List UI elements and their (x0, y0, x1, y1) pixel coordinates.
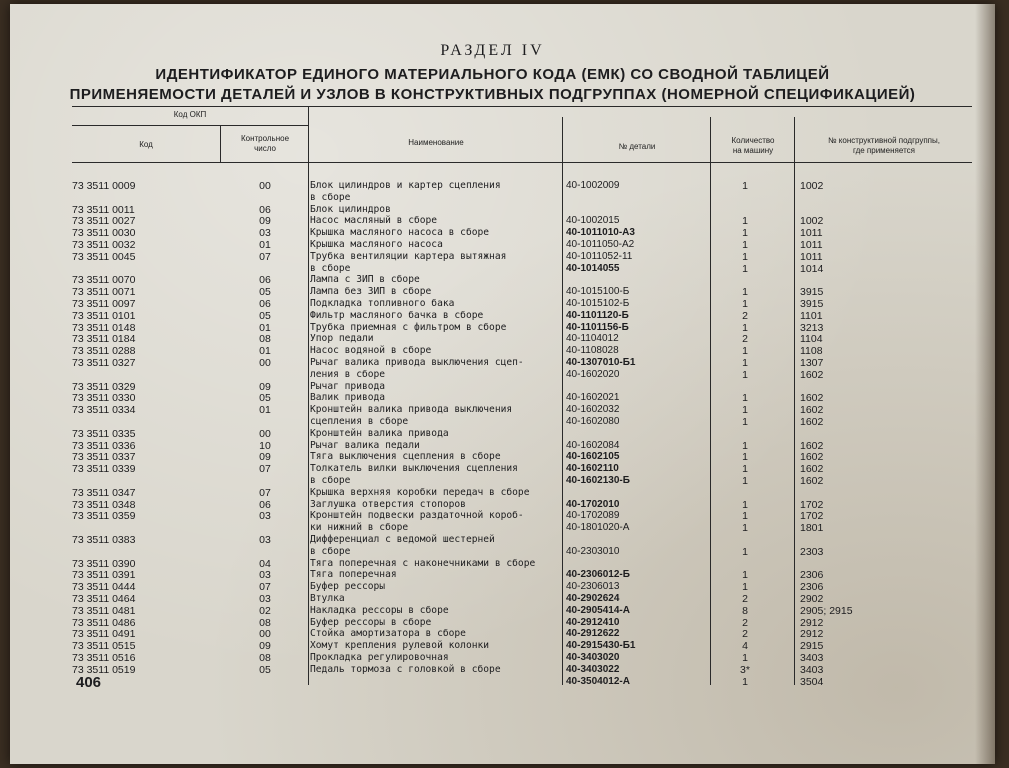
name-cell: Тяга выключения сцепления в сборе (310, 451, 501, 463)
quantity-cell: 1 (742, 475, 748, 487)
code-cell: 73 3511 0148 (72, 321, 136, 334)
quantity-cell: 1 (742, 581, 748, 594)
subgroup-cell: 2912 (800, 616, 824, 629)
quantity-cell: 1 (742, 227, 748, 240)
page-number: 406 (76, 674, 102, 691)
subgroup-cell: 1307 (800, 357, 824, 369)
part-number-cell: 40-1602020 (566, 368, 620, 380)
subgroup-cell: 1602 (800, 463, 824, 476)
quantity-cell: 1 (742, 392, 748, 405)
part-number-cell: 40-1011010-А3 (566, 227, 635, 239)
table-row (10, 274, 995, 286)
control-number-cell: 07 (259, 250, 271, 263)
name-cell: Хомут крепления рулевой колонки (310, 640, 490, 652)
subgroup-cell: 1602 (800, 416, 824, 428)
table-row (10, 546, 995, 558)
quantity-cell: 1 (742, 215, 748, 228)
subgroup-cell: 1602 (800, 475, 824, 487)
table-row (10, 593, 995, 605)
control-number-cell: 01 (259, 321, 271, 334)
subgroup-cell: 1011 (800, 250, 823, 263)
name-cell: Подкладка топливного бака (310, 298, 455, 309)
name-cell: Буфер рессоры (310, 581, 386, 593)
part-number-cell: 40-1602130-Б (566, 475, 630, 486)
table-row (10, 581, 995, 593)
part-number-cell: 40-1602110 (566, 463, 619, 475)
quantity-cell: 1 (742, 321, 748, 334)
part-number-cell: 40-3403022 (566, 663, 620, 675)
quantity-cell: 1 (742, 357, 748, 369)
name-cell: Втулка (310, 593, 345, 604)
subgroup-cell: 1108 (800, 345, 823, 358)
name-cell: Трубка приемная с фильтром в сборе (310, 321, 507, 333)
name-cell: Педаль тормоза с головкой в сборе (310, 663, 501, 675)
part-number-cell: 40-1602084 (566, 439, 620, 451)
control-number-cell: 09 (259, 640, 271, 653)
table-row (10, 451, 995, 463)
control-number-cell: 03 (259, 510, 271, 523)
subgroup-cell: 2306 (800, 581, 824, 594)
part-number-cell: 40-1002009 (566, 180, 620, 191)
table-row (10, 416, 995, 428)
name-cell: ления в сборе (310, 368, 386, 380)
table-row (10, 215, 995, 227)
control-number-cell: 05 (259, 392, 271, 405)
table-row (10, 357, 995, 369)
header-control-number: Контрольное число (240, 134, 290, 153)
quantity-cell: 8 (742, 604, 748, 617)
name-cell: Рычаг валика педали (310, 439, 420, 451)
table-title-line2: ПРИМЕНЯЕМОСТИ ДЕТАЛЕЙ И УЗЛОВ В КОНСТРУКТИВНЫХ ПОДГРУППАХ (НОМЕРНОЙ СПЕЦИФИКАЦИЕЙ) (69, 86, 916, 103)
subgroup-cell: 3504 (800, 675, 824, 688)
header-code: Код (139, 140, 153, 149)
table-row (10, 204, 995, 216)
code-cell: 73 3511 0444 (72, 581, 136, 594)
table-row (10, 322, 995, 334)
subgroup-cell: 1002 (800, 180, 824, 192)
quantity-cell: 1 (742, 545, 748, 558)
name-cell: Валик привода (310, 392, 386, 404)
part-number-cell: 40-1015102-Б (566, 298, 630, 309)
name-cell: Рычаг валика привода выключения сцеп- (310, 357, 524, 368)
subgroup-cell: 1101 (800, 309, 823, 322)
part-number-cell: 40-1101156-Б (566, 321, 629, 333)
table-row (10, 617, 995, 629)
part-number-cell: 40-1104012 (566, 333, 619, 345)
part-number-cell: 40-1801020-А (566, 522, 630, 534)
control-number-cell: 00 (259, 628, 271, 641)
part-number-cell: 40-3504012-А (566, 675, 630, 687)
quantity-cell: 1 (742, 180, 748, 192)
quantity-cell: 2 (742, 309, 748, 322)
quantity-cell: 1 (742, 675, 748, 688)
header-bottom-rule (72, 162, 972, 163)
control-number-cell: 03 (259, 569, 271, 582)
subgroup-cell: 2902 (800, 593, 824, 605)
name-cell: Трубка вентиляции картера вытяжная (310, 250, 507, 262)
subgroup-cell: 2303 (800, 545, 824, 558)
code-cell: 73 3511 0334 (72, 404, 136, 417)
subgroup-cell: 1702 (800, 498, 824, 511)
table-row (10, 628, 995, 640)
quantity-cell: 1 (742, 368, 748, 381)
part-number-cell: 40-1602105 (566, 451, 620, 463)
name-cell: Толкатель вилки выключения сцепления (310, 463, 518, 475)
table-row (10, 298, 995, 310)
control-number-cell: 06 (259, 274, 271, 287)
header-name: Наименование (408, 138, 464, 147)
control-number-cell: 02 (259, 604, 271, 617)
control-number-cell: 09 (259, 451, 271, 464)
subgroup-cell: 2306 (800, 569, 824, 582)
part-number-cell: 40-2912410 (566, 616, 620, 628)
table-row (10, 392, 995, 404)
quantity-cell: 1 (742, 404, 748, 417)
table-row (10, 534, 995, 546)
name-cell: Тяга поперечная с наконечниками в сборе (310, 557, 536, 569)
part-number-cell: 40-3403020 (566, 652, 620, 663)
code-cell: 73 3511 0519 (72, 663, 136, 676)
table-row (10, 192, 995, 204)
control-number-cell: 09 (259, 215, 271, 228)
table-row (10, 440, 995, 452)
code-cell: 73 3511 0486 (72, 616, 136, 629)
subgroup-cell: 2905; 2915 (800, 604, 853, 617)
header-part-number: № детали (618, 142, 656, 151)
code-cell: 73 3511 0071 (72, 286, 136, 299)
subgroup-cell: 1002 (800, 215, 824, 228)
control-number-cell: 01 (259, 404, 271, 417)
code-cell: 73 3511 0184 (72, 333, 136, 346)
part-number-cell: 40-1702010 (566, 498, 620, 510)
table-row (10, 605, 995, 617)
control-number-cell: 08 (259, 616, 271, 629)
subgroup-cell: 1011 (800, 227, 823, 240)
table-row (10, 333, 995, 345)
part-number-cell: 40-1602021 (566, 392, 620, 404)
control-number-cell: 07 (259, 463, 271, 476)
control-number-cell: 00 (259, 180, 271, 192)
subgroup-cell: 1702 (800, 510, 824, 523)
part-number-cell: 40-1101120-Б (566, 309, 629, 321)
name-cell: Крышка верхняя коробки передач в сборе (310, 486, 530, 498)
subgroup-cell: 1602 (800, 451, 824, 464)
control-number-cell: 05 (259, 286, 271, 299)
control-number-cell: 06 (259, 203, 271, 216)
code-cell: 73 3511 0337 (72, 451, 136, 464)
control-number-cell: 01 (259, 239, 271, 251)
part-number-cell: 40-1015100-Б (566, 286, 630, 298)
code-cell: 73 3511 0335 (72, 427, 136, 440)
okp-underline (72, 125, 308, 126)
subgroup-cell: 1014 (800, 262, 824, 275)
control-number-cell: 08 (259, 652, 271, 664)
control-number-cell: 07 (259, 486, 271, 499)
code-cell: 73 3511 0383 (72, 534, 136, 546)
part-number-cell: 40-1011052-11 (566, 250, 633, 262)
control-number-cell: 08 (259, 333, 271, 346)
control-number-cell: 00 (259, 427, 271, 440)
part-number-cell: 40-1014055 (566, 262, 620, 274)
subgroup-cell: 3915 (800, 286, 824, 299)
quantity-cell: 2 (742, 593, 748, 605)
name-cell: в сборе (310, 545, 351, 557)
table-row (10, 522, 995, 534)
table-row (10, 640, 995, 652)
name-cell: Прокладка регулировочная (310, 652, 449, 663)
control-number-cell: 06 (259, 498, 271, 511)
code-cell: 73 3511 0391 (72, 569, 136, 582)
subgroup-cell: 1602 (800, 368, 824, 381)
name-cell: Накладка рессоры в сборе (310, 604, 449, 616)
quantity-cell: 1 (742, 439, 748, 452)
subgroup-cell: 3915 (800, 298, 824, 310)
control-number-cell: 09 (259, 380, 271, 393)
quantity-cell: 1 (742, 498, 748, 511)
name-cell: сцепления в сборе (310, 416, 409, 427)
quantity-cell: 1 (742, 286, 748, 299)
name-cell: Стойка амортизатора в сборе (310, 628, 466, 640)
code-cell: 73 3511 0030 (72, 227, 136, 240)
code-cell: 73 3511 0032 (72, 239, 136, 251)
name-cell: в сборе (310, 191, 351, 203)
table-row (10, 286, 995, 298)
name-cell: Фильтр масляного бачка в сборе (310, 309, 484, 321)
code-cell: 73 3511 0481 (72, 604, 136, 617)
book-page (10, 4, 995, 764)
quantity-cell: 1 (742, 239, 748, 251)
control-number-cell: 04 (259, 557, 271, 570)
code-cell: 73 3511 0359 (72, 510, 136, 523)
quantity-cell: 1 (742, 416, 748, 428)
header-divider (220, 125, 221, 162)
table-row (10, 345, 995, 357)
subgroup-cell: 1801 (800, 522, 824, 535)
header-subgroup: № конструктивной подгруппы, где применяется (827, 136, 940, 155)
control-number-cell: 01 (259, 345, 271, 358)
code-cell: 73 3511 0339 (72, 463, 136, 476)
header-quantity: Количество на машину (731, 136, 775, 155)
name-cell: Упор педали (310, 333, 374, 345)
part-number-cell: 40-1602032 (566, 404, 620, 416)
table-row (10, 239, 995, 251)
code-cell: 73 3511 0515 (72, 640, 136, 653)
section-heading: РАЗДЕЛ IV (440, 42, 545, 59)
code-cell: 73 3511 0097 (72, 298, 136, 310)
code-cell: 73 3511 0070 (72, 274, 136, 287)
name-cell: Кронштейн валика привода выключения (310, 404, 513, 416)
code-cell: 73 3511 0390 (72, 557, 136, 570)
code-cell: 73 3511 0009 (72, 180, 136, 192)
quantity-cell: 1 (742, 298, 748, 310)
table-row (10, 475, 995, 487)
table-row (10, 499, 995, 511)
name-cell: Блок цилиндров и картер сцепления (310, 180, 501, 191)
control-number-cell: 06 (259, 298, 271, 310)
quantity-cell: 1 (742, 463, 748, 476)
table-row (10, 381, 995, 393)
quantity-cell: 2 (742, 616, 748, 629)
name-cell: Дифференциал с ведомой шестерней (310, 534, 495, 545)
header-top-rule (72, 106, 972, 107)
name-cell: Крышка масляного насоса в сборе (310, 227, 490, 239)
table-row (10, 251, 995, 263)
part-number-cell: 40-2905414-А (566, 604, 630, 616)
subgroup-cell: 2915 (800, 640, 824, 653)
code-cell: 73 3511 0101 (72, 309, 136, 322)
name-cell: Кронштейн подвески раздаточной короб- (310, 510, 524, 522)
control-number-cell: 03 (259, 534, 271, 546)
table-row (10, 463, 995, 475)
part-number-cell: 40-2306012-Б (566, 569, 630, 581)
table-row (10, 369, 995, 381)
quantity-cell: 2 (742, 628, 748, 641)
part-number-cell: 40-2915430-Б1 (566, 640, 636, 652)
quantity-cell: 1 (742, 569, 748, 582)
subgroup-cell: 1602 (800, 392, 824, 405)
part-number-cell: 40-2306013 (566, 581, 620, 593)
table-row (10, 227, 995, 239)
table-row (10, 664, 995, 676)
table-row (10, 510, 995, 522)
code-cell: 73 3511 0045 (72, 250, 136, 263)
name-cell: в сборе (310, 262, 351, 274)
control-number-cell: 07 (259, 581, 271, 594)
table-row (10, 263, 995, 275)
control-number-cell: 03 (259, 593, 271, 605)
table-row (10, 404, 995, 416)
part-number-cell: 40-1002015 (566, 215, 620, 227)
name-cell: ки нижний в сборе (310, 522, 409, 534)
part-number-cell: 40-1602080 (566, 416, 620, 427)
part-number-cell: 40-1307010-Б1 (566, 357, 636, 368)
subgroup-cell: 1104 (800, 333, 823, 346)
table-row (10, 569, 995, 581)
name-cell: Тяга поперечная (310, 569, 397, 581)
control-number-cell: 05 (259, 663, 271, 676)
subgroup-cell: 3213 (800, 321, 824, 334)
part-number-cell: 40-2912622 (566, 628, 620, 640)
table-row (10, 310, 995, 322)
subgroup-cell: 2912 (800, 628, 824, 641)
part-number-cell: 40-1702089 (566, 510, 620, 522)
name-cell: Насос водяной в сборе (310, 345, 432, 357)
part-number-cell: 40-1011050-А2 (566, 239, 635, 250)
quantity-cell: 3* (740, 663, 750, 676)
header-okp: Код ОКП (173, 110, 207, 119)
name-cell: Заглушка отверстия стопоров (310, 498, 466, 510)
code-cell: 73 3511 0327 (72, 357, 136, 369)
quantity-cell: 1 (742, 652, 748, 664)
control-number-cell: 10 (259, 439, 271, 452)
control-number-cell: 03 (259, 227, 271, 240)
quantity-cell: 1 (742, 510, 748, 523)
table-row (10, 180, 995, 192)
table-row (10, 487, 995, 499)
name-cell: Крышка масляного насоса (310, 239, 443, 250)
code-cell: 73 3511 0464 (72, 593, 136, 605)
subgroup-cell: 3403 (800, 663, 824, 676)
name-cell: в сборе (310, 475, 351, 486)
table-row (10, 652, 995, 664)
quantity-cell: 2 (742, 333, 748, 346)
name-cell: Блок цилиндров (310, 203, 391, 215)
quantity-cell: 1 (742, 522, 748, 535)
part-number-cell: 40-2902624 (566, 593, 620, 604)
subgroup-cell: 1602 (800, 439, 824, 452)
table-title-line1: ИДЕНТИФИКАТОР ЕДИНОГО МАТЕРИАЛЬНОГО КОДА (ЕМК) СО СВОДНОЙ ТАБЛИЦЕЙ (155, 66, 830, 83)
code-cell: 73 3511 0491 (72, 628, 136, 641)
code-cell: 73 3511 0329 (72, 380, 136, 393)
code-cell: 73 3511 0347 (72, 486, 136, 499)
subgroup-cell: 3403 (800, 652, 824, 664)
code-cell: 73 3511 0027 (72, 215, 136, 228)
quantity-cell: 1 (742, 345, 748, 358)
name-cell: Лампа без ЗИП в сборе (310, 286, 432, 298)
control-number-cell: 05 (259, 309, 271, 322)
code-cell: 73 3511 0011 (72, 203, 135, 216)
name-cell: Насос масляный в сборе (310, 215, 438, 227)
quantity-cell: 1 (742, 451, 748, 464)
part-number-cell: 40-1108028 (566, 345, 619, 357)
quantity-cell: 1 (742, 250, 748, 263)
subgroup-cell: 1602 (800, 404, 824, 417)
code-cell: 73 3511 0330 (72, 392, 136, 405)
table-row (10, 558, 995, 570)
quantity-cell: 4 (742, 640, 748, 653)
code-cell: 73 3511 0336 (72, 439, 136, 452)
part-number-cell: 40-2303010 (566, 545, 620, 557)
quantity-cell: 1 (742, 262, 748, 275)
code-cell: 73 3511 0288 (72, 345, 136, 358)
code-cell: 73 3511 0348 (72, 498, 136, 511)
table-row (10, 428, 995, 440)
name-cell: Рычаг привода (310, 380, 386, 392)
subgroup-cell: 1011 (800, 239, 823, 251)
name-cell: Буфер рессоры в сборе (310, 616, 432, 628)
name-cell: Кронштейн валика привода (310, 427, 449, 439)
name-cell: Лампа с ЗИП в сборе (310, 274, 420, 286)
control-number-cell: 00 (259, 357, 271, 369)
table-row (10, 676, 995, 688)
code-cell: 73 3511 0516 (72, 652, 136, 664)
